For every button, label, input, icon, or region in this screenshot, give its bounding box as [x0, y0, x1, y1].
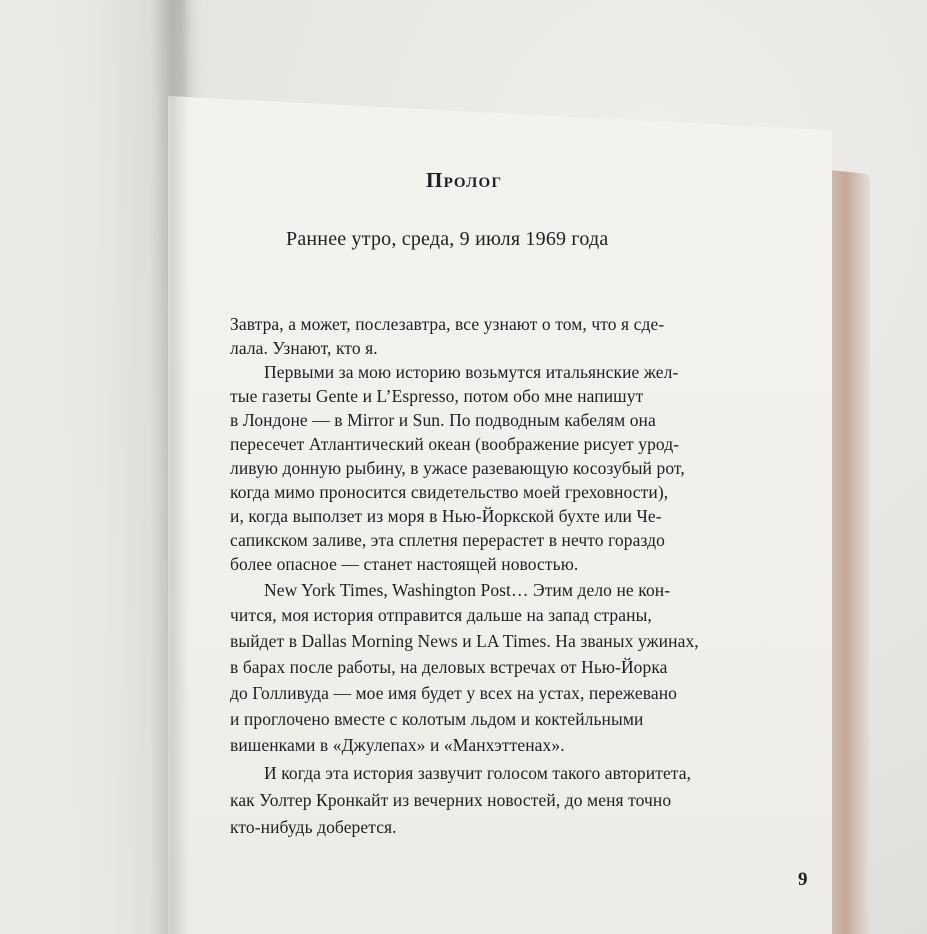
text-line: пересечет Атлантический океан (воображение рисует урод- — [230, 434, 680, 454]
text-line: чится, моя история отправится дальше на запад страны, — [230, 605, 652, 625]
text-line: как Уолтер Кронкайт из вечерних новостей, до меня точно — [230, 790, 672, 810]
text-line: Первыми за мою историю возьмутся итальянские жел- — [264, 362, 679, 382]
page-text — [220, 0, 820, 934]
text-line: и, когда выползет из моря в Нью-Йоркской бухте или Че- — [230, 506, 662, 526]
text-line: Завтра, а может, послезавтра, все узнают о том, что я сде- — [230, 314, 665, 334]
text-line: вишенками в «Джулепах» и «Манхэттенах». — [230, 735, 565, 755]
chapter-title: Пролог — [426, 168, 503, 192]
text-line: сапикском заливе, эта сплетня перерастет в нечто гораздо — [230, 530, 665, 550]
page-number: 9 — [798, 869, 808, 890]
text-line: в Лондоне — в Mirror и Sun. По подводным кабелям она — [230, 410, 656, 430]
text-line: в барах после работы, на деловых встречах от Нью-Йорка — [230, 657, 668, 677]
text-line: выйдет в Dallas Morning News и LA Times. На званых ужинах, — [230, 631, 699, 651]
text-line: ливую донную рыбину, в ужасе разевающую косозубый рот, — [230, 458, 685, 478]
text-line: до Голливуда — мое имя будет у всех на устах, пережевано — [230, 683, 677, 703]
text-line: тые газеты Gente и L’Espresso, потом обо мне напишут — [230, 386, 644, 406]
text-line: более опасное — станет настоящей новостью. — [230, 554, 579, 574]
text-line: И когда эта история зазвучит голосом такого авторитета, — [264, 763, 692, 783]
chapter-date: Раннее утро, среда, 9 июля 1969 года — [286, 228, 609, 250]
text-line: когда мимо проносится свидетельство моей греховности), — [230, 482, 669, 502]
text-line: и проглочено вместе с колотым льдом и коктейльными — [230, 709, 644, 729]
book-gutter — [150, 0, 190, 934]
text-line: кто-нибудь доберется. — [230, 817, 397, 837]
text-line: New York Times, Washington Post… Этим дело не кон- — [264, 580, 671, 600]
text-line: лала. Узнают, кто я. — [230, 338, 378, 358]
